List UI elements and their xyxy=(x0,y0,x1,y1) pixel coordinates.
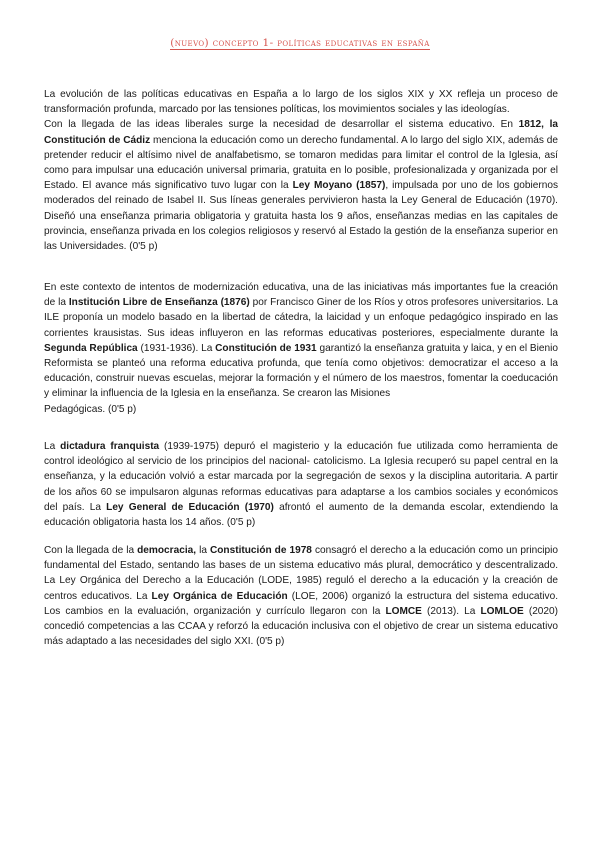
paragraph-liberal-ideas: Con la llegada de las ideas liberales surge la necesidad de desarrollar el sistema educativo. En 1812, la Constitución de Cádiz menciona la educación como un derecho fundamental. A lo largo del siglo XIX, además de pretender reducir el altísimo nivel de analfabetismo, se tomaron medidas para limitar el control de la Iglesia, así como para impulsar una educación universal primaria, gratuita en lo posible, profesionalizada y organizada por el Estado. El avance más significativo tuvo lugar con la Ley Moyano (1857), impulsada por uno de los gobiernos moderados del reinado de Isabel II. Sus líneas generales pervivieron hasta la Ley General de Educación (1970). Diseñó una enseñanza primaria obligatoria y gratuita hasta los 9 años, enseñanzas medias en las capitales de provincia, enseñanza privada en los colegios religiosos y reservó al Estado la gestión de la enseñanza superior en las Universidades. (0'5 p) xyxy=(44,119,559,253)
bold-term: Constitución de 1931 xyxy=(215,342,317,354)
bold-term: democracia, xyxy=(137,545,197,556)
bold-term: LOMLOE xyxy=(480,605,524,617)
bold-term: Ley Orgánica de Educación xyxy=(151,590,288,602)
bold-term: LOMCE xyxy=(385,605,422,617)
paragraph-ile-tail: Pedagógicas. (0'5 p) xyxy=(44,403,137,415)
bold-term: Constitución de 1978 xyxy=(209,545,312,556)
bold-term: Institución Libre de Enseñanza (1876) xyxy=(68,297,250,309)
paragraph-franquismo: La dictadura franquista (1939-1975) depuró el magisterio y la educación fue utilizada como herramienta de control ideológico al servicio de los principios del nacional- catolicismo. La Iglesia recuperó su papel central en la enseñanza, y la educación volvió a estar marcada por la segregación de sexos y la disciplina autoritaria. A partir de los años 60 se impulsaron algunas reformas educativas para adaptarse a los cambios sociales y económicos del país. La Ley General de Educación (1970) afrontó el aumento de la demanda escolar, extendiendo la educación obligatoria hasta los 14 años. (0'5 p) xyxy=(44,441,558,529)
bold-term: Ley Moyano (1857) xyxy=(292,180,386,192)
bold-term: Ley General de Educación (1970) xyxy=(106,501,274,513)
paragraph-intro: La evolución de las políticas educativas en España a lo largo de los siglos XIX y XX refleja un proceso de transformación profunda, marcado por las tensiones políticas, los movimientos sociales y las ideologías. xyxy=(44,89,558,116)
paragraph-ile-republic xyxy=(44,280,558,417)
bold-term: dictadura franquista xyxy=(60,441,160,452)
paragraph-ile-body: En este contexto de intentos de modernización educativa, una de las iniciativas más importantes fue la creación de la Institución Libre de Enseñanza (1876) por Francisco Giner de los Ríos y otros profesores universitarios. La ILE proponía un modelo basado en la libertad de cátedra, la laicidad y un enfoque pedagógico inspirado en las corrientes krausistas. Sus ideas influyeron en las reformas educativas posteriores, especialmente durante la Segunda República (1931-1936). La Constitución de 1931 garantizó la enseñanza gratuita y laica, y en el Bienio Reformista se planteó una reforma educativa profunda, que tenía como objetivos: democratizar el acceso a la educación, construir nuevas escuelas, mejorar la formación y el número de los maestros, fomentar la coeducación y eliminar la influencia de la Iglesia en la enseñanza. Se crearon las Misiones xyxy=(44,282,558,400)
document-title-text: (nuevo) concepto 1- políticas educativas en españa xyxy=(170,37,430,49)
document-title xyxy=(0,37,600,49)
paragraph-19th-century xyxy=(44,87,558,254)
bold-term: Segunda República xyxy=(44,342,138,354)
paragraph-democracia: Con la llegada de la democracia, la Constitución de 1978 consagró el derecho a la educación como un principio fundamental del Estado, sentando las bases de un sistema educativo más plural, democrático y descentralizado. La Ley Orgánica del Derecho a la Educación (LODE, 1985) reguló el derecho a la educación y la creación de centros educativos. La Ley Orgánica de Educación (LOE, 2006) organizó la estructura del sistema educativo. Los cambios en la evaluación, organización y currículo llegaron con la LOMCE (2013). La LOMLOE (2020) concedió competencias a las CCAA y reforzó la educación inclusiva con el objetivo de crear un sistema educativo más adaptado a las necesidades del siglo XXI. (0'5 p) xyxy=(44,545,559,648)
bold-term: 1812, la Constitución de Cádiz xyxy=(44,119,558,146)
